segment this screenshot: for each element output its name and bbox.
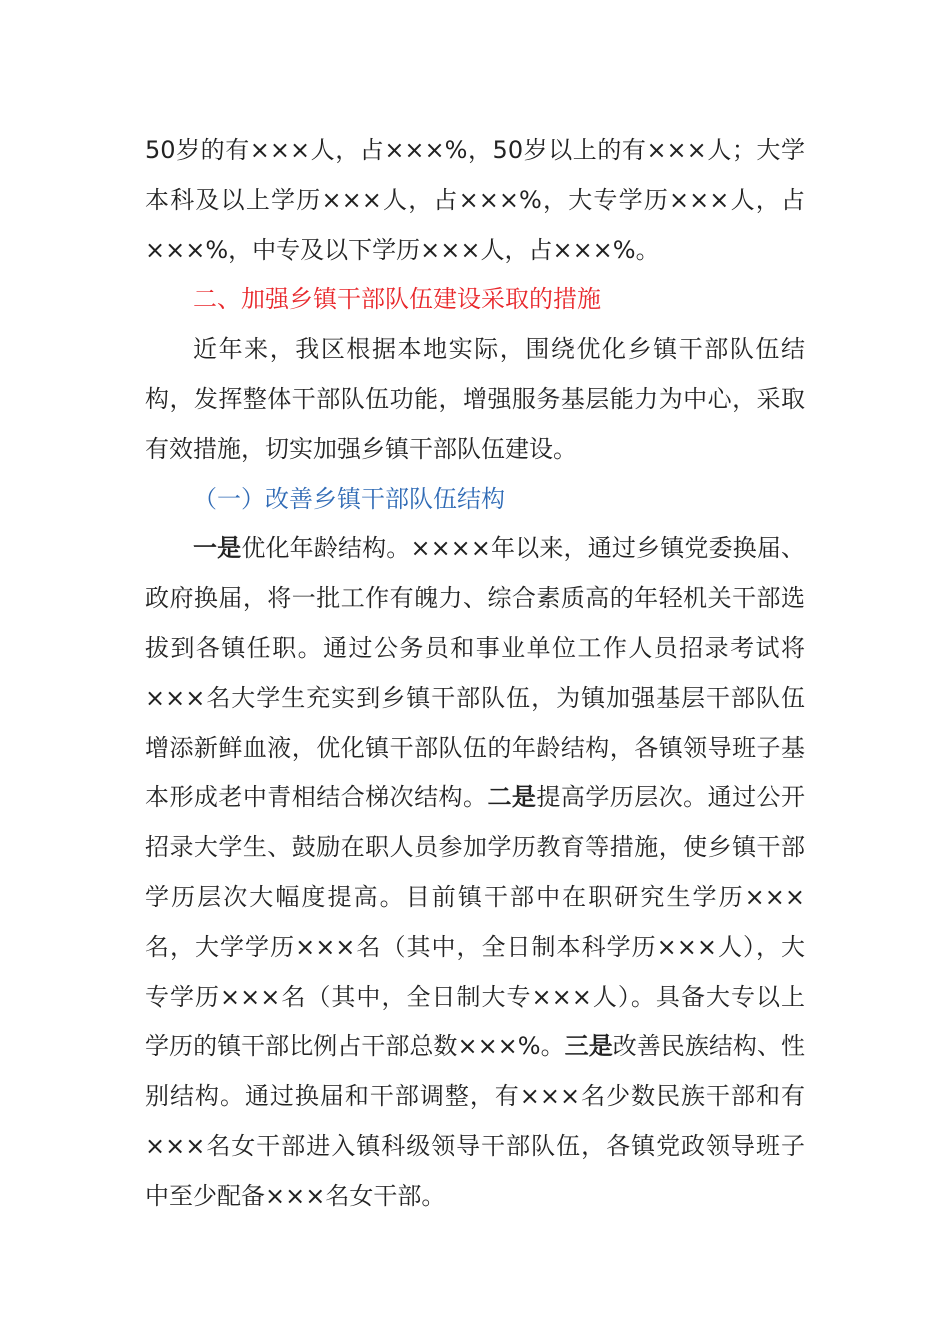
lead-phrase-three: 三是 [564, 1032, 613, 1061]
lead-phrase-two: 二是 [487, 783, 537, 812]
text-education-level: 提高学历层次。通过公开招录大学生、鼓励在职人员参加学历教育等措施，使乡镇干部学历层次大幅度提高。目前镇干部中在职研究生学历×××名，大学学历×××名（其中，全日制本科学历×××人），大专学历×××名（其中，全日制大专×××人）。具备大专以上学历的镇干部比例占干部总数×××%。 [145, 783, 806, 1061]
paragraph-age-education: 50岁的有×××人，占×××%，50岁以上的有×××人；大学本科及以上学历×××人，占×××%，大专学历×××人，占×××%，中专及以下学历×××人，占×××%。 [145, 136, 805, 264]
paragraph-measures-intro: 近年来，我区根据本地实际，围绕优化乡镇干部队伍结构，发挥整体干部队伍功能，增强服务基层能力为中心，采取有效措施，切实加强乡镇干部队伍建设。 [145, 335, 805, 463]
lead-phrase-one: 一是 [193, 534, 242, 563]
document-body [145, 126, 805, 1222]
subsection-heading: （一）改善乡镇干部队伍结构 [193, 484, 505, 513]
paragraph-structure-improvement [145, 524, 805, 1221]
section-heading: 二、加强乡镇干部队伍建设采取的措施 [193, 285, 601, 314]
text-age-structure: 优化年龄结构。××××年以来，通过乡镇党委换届、政府换届，将一批工作有魄力、综合素质高的年轻机关干部选拔到各镇任职。通过公务员和事业单位工作人员招录考试将×××名大学生充实到乡镇干部队伍，为镇加强基层干部队伍增添新鲜血液，优化镇干部队伍的年龄结构，各镇领导班子基本形成老中青相结合梯次结构。 [145, 534, 806, 812]
text-ethnic-gender-structure: 改善民族结构、性别结构。通过换届和干部调整，有×××名少数民族干部和有×××名女干部进入镇科级领导干部队伍，各镇党政领导班子中至少配备×××名女干部。 [145, 1032, 806, 1210]
